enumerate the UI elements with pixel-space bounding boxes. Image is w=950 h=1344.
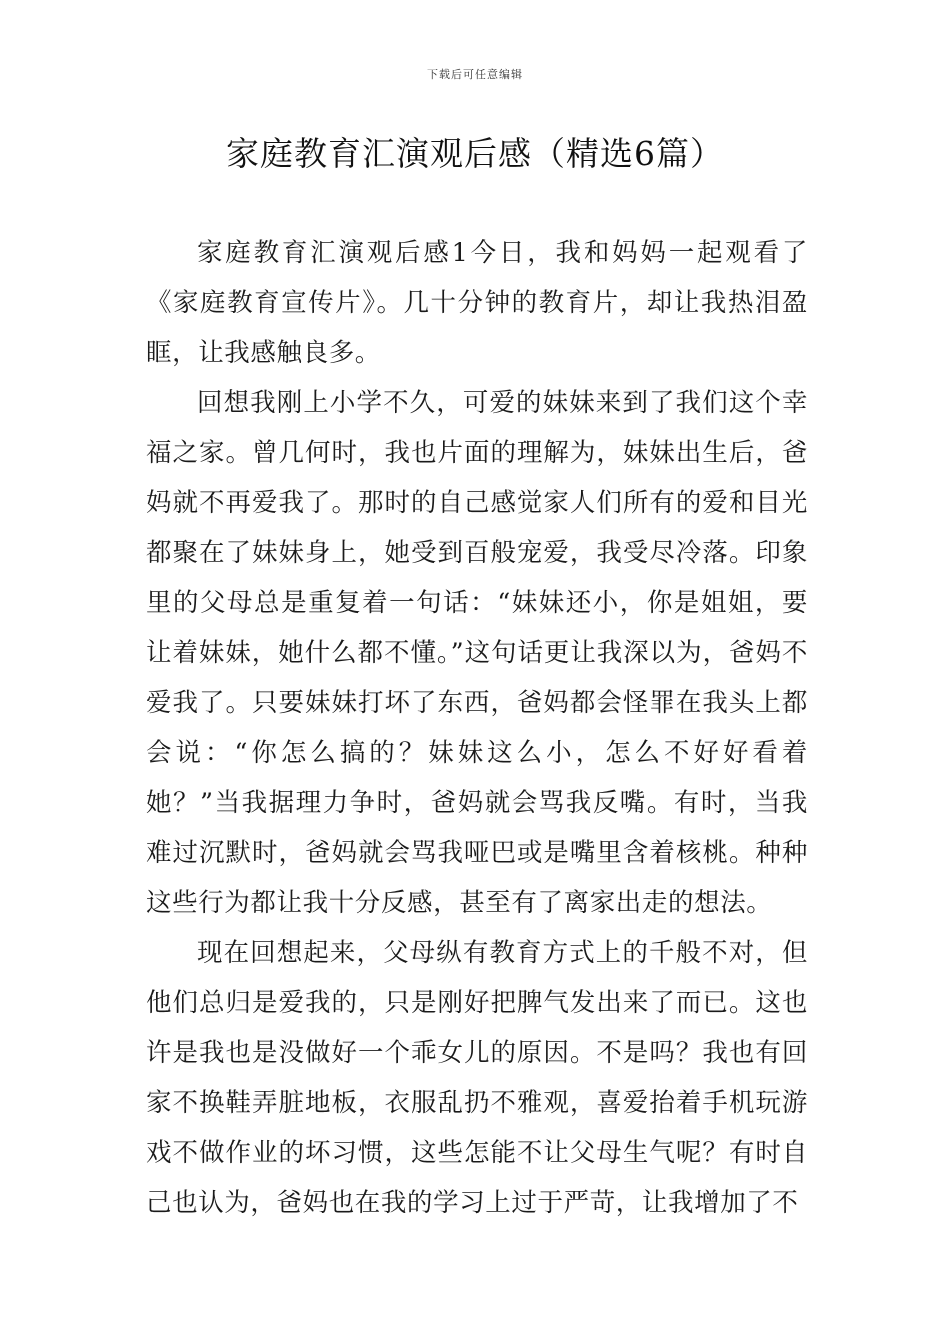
header-note: 下载后可任意编辑 bbox=[427, 68, 523, 81]
paragraph-3: 现在回想起来，父母纵有教育方式上的千般不对，但他们总归是爱我的，只是刚好把脾气发出来了而已。这也许是我也是没做好一个乖女儿的原因。不是吗？我也有回家不换鞋弄脏地板，衣服乱扔不雅观，喜爱抬着手机玩游戏不做作业的坏习惯，这些怎能不让父母生气呢？有时自己也认为，爸妈也在我的学习上过于严苛，让我增加了不 bbox=[146, 938, 808, 1218]
document-body bbox=[146, 228, 808, 1228]
paragraph-1: 家庭教育汇演观后感1今日，我和妈妈一起观看了《家庭教育宣传片》。几十分钟的教育片，却让我热泪盈眶，让我感触良多。 bbox=[146, 238, 808, 368]
paragraph-2: 回想我刚上小学不久，可爱的妹妹来到了我们这个幸福之家。曾几何时，我也片面的理解为，妹妹出生后，爸妈就不再爱我了。那时的自己感觉家人们所有的爱和目光都聚在了妹妹身上，她受到百般宠爱，我受尽冷落。印象里的父母总是重复着一句话：“妹妹还小，你是姐姐，要让着妹妹，她什么都不懂。”这句话更让我深以为，爸妈不爱我了。只要妹妹打坏了东西，爸妈都会怪罪在我头上都会说：“你怎么搞的？妹妹这么小，怎么不好好看着她？”当我据理力争时，爸妈就会骂我反嘴。有时，当我难过沉默时，爸妈就会骂我哑巴或是嘴里含着核桃。种种这些行为都让我十分反感，甚至有了离家出走的想法。 bbox=[146, 388, 808, 918]
document-title: 家庭教育汇演观后感（精选6篇） bbox=[226, 134, 724, 173]
